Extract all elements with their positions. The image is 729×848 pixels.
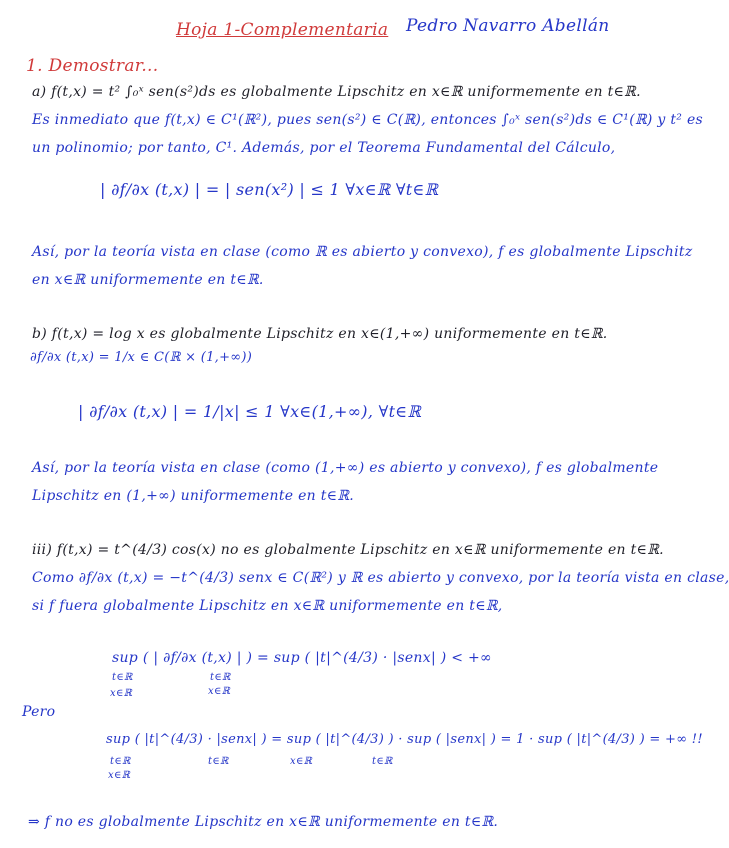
item-c-sup-1-index-t-right: t∈ℝ: [210, 672, 231, 683]
item-c-statement: iii) f(t,x) = t^(4/3) cos(x) no es globalmente Lipschitz en x∈ℝ uniformemente en t∈ℝ.: [32, 542, 664, 558]
item-c-line-1: Como ∂f/∂x (t,x) = −t^(4/3) senx ∈ C(ℝ²) y ℝ es abierto y convexo, por la teoría vista en clase,: [32, 570, 729, 586]
item-b-statement: b) f(t,x) = log x es globalmente Lipschitz en x∈(1,+∞) uniformemente en t∈ℝ.: [32, 326, 608, 342]
item-c-line-2: si f fuera globalmente Lipschitz en x∈ℝ uniformemente en t∈ℝ,: [32, 598, 503, 614]
item-c-sup-2-index-t-b: t∈ℝ: [208, 756, 229, 767]
item-a-line-1: Es inmediato que f(t,x) ∈ C¹(ℝ²), pues sen(s²) ∈ C(ℝ), entonces ∫₀ˣ sen(s²)ds ∈ C¹(ℝ) y t² es: [32, 112, 704, 128]
item-a-formula: | ∂f/∂x (t,x) | = | sen(x²) | ≤ 1 ∀x∈ℝ ∀t∈ℝ: [100, 180, 439, 199]
item-c-pero: Pero: [22, 704, 56, 720]
item-c-sup-2-index-t-c: t∈ℝ: [372, 756, 393, 767]
item-c-sup-2-index-t: t∈ℝ: [110, 756, 131, 767]
item-b-derivative: ∂f/∂x (t,x) = 1/x ∈ C(ℝ × (1,+∞)): [30, 350, 253, 365]
item-b-formula: | ∂f/∂x (t,x) | = 1/|x| ≤ 1 ∀x∈(1,+∞), ∀t∈ℝ: [78, 402, 422, 421]
item-c-sup-1-index-x: x∈ℝ: [110, 688, 133, 699]
item-b-conclusion-1: Así, por la teoría vista en clase (como (1,+∞) es abierto y convexo), f es globalmente: [32, 460, 659, 476]
section-heading: 1. Demostrar...: [26, 56, 159, 76]
author-name: Pedro Navarro Abellán: [406, 16, 610, 36]
item-a-conclusion-1: Así, por la teoría vista en clase (como ℝ es abierto y convexo), f es globalmente Lipschitz: [32, 244, 693, 260]
item-b-conclusion-2: Lipschitz en (1,+∞) uniformemente en t∈ℝ.: [32, 488, 355, 504]
item-c-conclusion: ⇒ f no es globalmente Lipschitz en x∈ℝ uniformemente en t∈ℝ.: [28, 814, 499, 830]
page-title: Hoja 1-Complementaria: [176, 20, 389, 40]
item-c-sup-2-index-x-b: x∈ℝ: [290, 756, 313, 767]
item-a-statement: a) f(t,x) = t² ∫₀ˣ sen(s²)ds es globalmente Lipschitz en x∈ℝ uniformemente en t∈ℝ.: [32, 84, 641, 100]
item-c-sup-2: sup ( |t|^(4/3) · |senx| ) = sup ( |t|^(4/3) ) · sup ( |senx| ) = 1 · sup ( |t|^(4/3) ) = +∞ !!: [106, 732, 703, 747]
item-a-conclusion-2: en x∈ℝ uniformemente en t∈ℝ.: [32, 272, 264, 288]
item-c-sup-1: sup ( | ∂f/∂x (t,x) | ) = sup ( |t|^(4/3) · |senx| ) < +∞: [112, 650, 492, 666]
item-c-sup-1-index-t: t∈ℝ: [112, 672, 133, 683]
item-c-sup-2-index-x: x∈ℝ: [108, 770, 131, 781]
item-a-line-2: un polinomio; por tanto, C¹. Además, por el Teorema Fundamental del Cálculo,: [32, 140, 616, 156]
item-c-sup-1-index-x-right: x∈ℝ: [208, 686, 231, 697]
